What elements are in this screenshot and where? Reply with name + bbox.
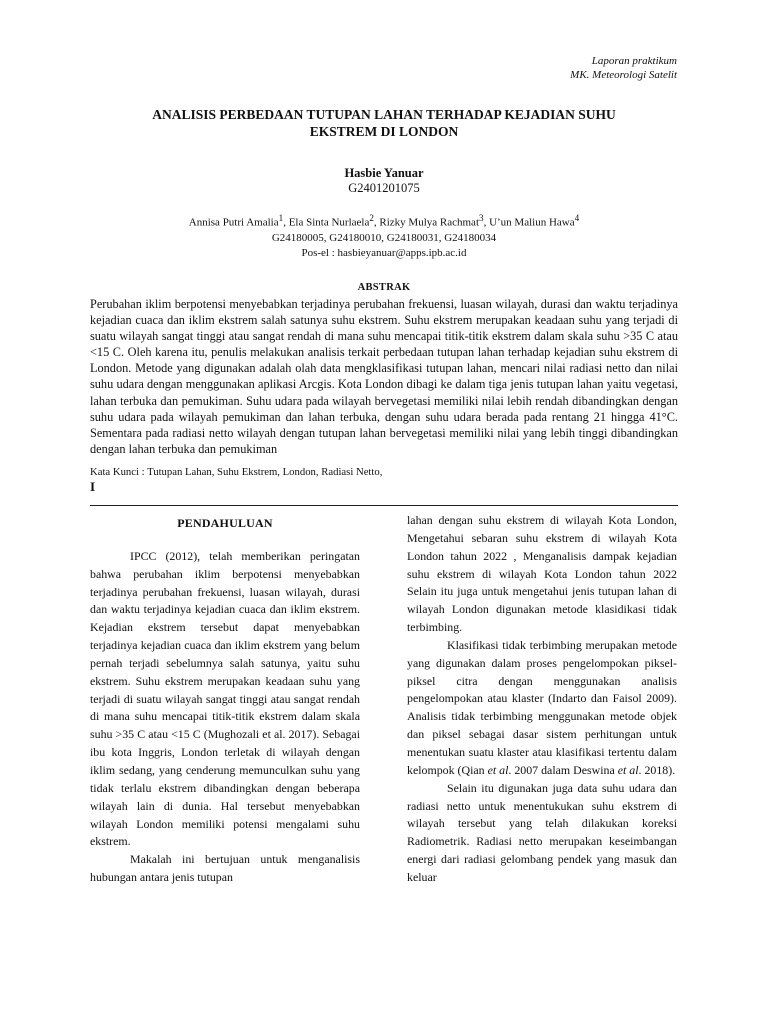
author-id: G2401201075 <box>348 181 420 195</box>
title-line-2: EKSTREM DI LONDON <box>309 124 459 139</box>
paragraph-text: . 2018). <box>638 762 676 777</box>
paragraph-text: Klasifikasi tidak terbimbing merupakan metode yang digunakan dalam proses pengelompokan piksel-piksel citra dengan menggunakan analisis pengelompokan atau klaster (Indarto dan Faisol 2009). Analisis tidak terbimbing menggunakan metode objek dan piksel sebagai dasar sistem perhitungan untuk menentukan suatu klaster atau klasifikasi tertentu dalam kelompok (Qian <box>407 637 677 777</box>
coauthor-name: U’un Maliun Hawa <box>489 216 575 229</box>
coauthor-affiliation-mark: 2 <box>369 213 374 223</box>
abstract-heading: ABSTRAK <box>357 282 411 293</box>
title-line-1: ANALISIS PERBEDAAN TUTUPAN LAHAN TERHADAP KEJADIAN SUHU <box>152 107 616 122</box>
stray-character: I <box>90 479 96 494</box>
citation-etal: et al <box>617 762 639 777</box>
coauthor-separator: , <box>373 216 380 229</box>
paragraph-text: . 2007 dalam Deswina <box>508 762 618 777</box>
coauthor-name: Rizky Mulya Rachmat <box>379 216 479 229</box>
coauthor-name: Ela Sinta Nurlaela <box>288 216 370 229</box>
coauthor-separator: , <box>283 216 289 229</box>
coauthor-ids: G24180005, G24180010, G24180031, G24180034 <box>271 231 497 244</box>
right-column <box>407 512 677 887</box>
section-heading: PENDAHULUAN <box>177 516 273 530</box>
coauthor-name: Annisa Putri Amalia <box>188 216 279 229</box>
coauthor-affiliation-mark: 3 <box>479 213 484 223</box>
section-divider <box>90 505 678 506</box>
contact-email: Pos-el : hasbieyanuar@apps.ipb.ac.id <box>301 246 467 259</box>
header-line-2: MK. Meteorologi Satelit <box>570 69 677 81</box>
keywords: Kata Kunci : Tutupan Lahan, Suhu Ekstrem, London, Radiasi Netto, <box>90 466 383 478</box>
paragraph: lahan dengan suhu ekstrem di wilayah Kota London, Mengetahui sebaran suhu ekstrem di wilayah Kota London tahun 2022 , Menganalisis dampak kejadian suhu ekstrem di wilayah Kota London tahun 2022 Selain itu juga untuk mengetahui jenis tutupan lahan di wilayah London digunakan metode klasidikasi tidak terbimbing. <box>407 513 677 635</box>
coauthor-affiliation-mark: 4 <box>574 213 580 223</box>
coauthor-names <box>90 211 678 231</box>
left-column <box>90 516 360 887</box>
header-line-1: Laporan praktikum <box>591 55 677 67</box>
paragraph <box>407 637 677 780</box>
coauthor-affiliation-mark: 1 <box>278 213 284 223</box>
coauthor-separator: , <box>483 216 490 229</box>
citation-etal: et al <box>487 762 509 777</box>
author-name: Hasbie Yanuar <box>344 166 424 180</box>
paragraph: Makalah ini bertujuan untuk menganalisis hubungan antara jenis tutupan <box>90 852 360 885</box>
coauthors-block <box>90 211 678 261</box>
abstract-text: Perubahan iklim berpotensi menyebabkan terjadinya perubahan frekuensi, luasan wilayah, durasi dan waktu terjadinya kejadian cuaca dan iklim ekstrem salah satunya suhu ekstrem. Suhu ekstrem merupakan keadaan suhu yang terjadi di suatu wilayah sangat tinggi atau sangat rendah di mana suhu mencapai titik-titik ekstrem dalam skala suhu >35 C atau <15 C. Oleh karena itu, penulis melakukan analisis terkait perbedaan tutupan lahan terhadap kejadian suhu ekstrem di London. Metode yang digunakan adalah olah data mengklasifikasi tutupan lahan, mencari nilai radiasi netto dan nilai suhu udara dengan menggunakan aplikasi Arcgis. Kota London dibagi ke dalam tiga jenis tutupan lahan yaitu vegetasi, lahan terbuka dan pemukiman. Suhu udara pada wilayah bervegetasi memiliki nilai lebih rendah dibandingkan dengan suhu udara pada wilayah pemukiman dan lahan terbuka, dengan suhu udara berada pada rentang 21 hingga 41°C. Sementara pada radiasi netto wilayah dengan tutupan lahan bervegetasi memiliki nilai yang lebih tinggi dibandingkan dengan lahan terbuka dan pemukiman <box>90 297 678 456</box>
paragraph: IPCC (2012), telah memberikan peringatan bahwa perubahan iklim berpotensi menyebabkan terjadinya perubahan frekuensi, luasan wilayah, durasi dan waktu terjadinya kejadian cuaca dan iklim ekstrem. Kejadian ekstrem tersebut dapat menyebabkan terjadinya kejadian cuaca dan iklim ekstrem yang belum pernah terjadi sebelumnya salah satunya, yaitu suhu ekstrem. Suhu ekstrem merupakan keadaan suhu yang terjadi di suatu wilayah sangat tinggi atau sangat rendah di mana suhu mencapai titik-titik ekstrem dalam skala suhu >35 C atau <15 C (Mughozali et al. 2017). Sebagai ibu kota Inggris, London terletak di wilayah dengan iklim sedang, yang cenderung memunculkan suhu yang tidak terlalu ekstrem dibandingkan dengan beberapa wilayah lain di dunia. Hal tersebut menyebabkan wilayah London memiliki potensi mengalami suhu ekstrem. <box>90 548 360 849</box>
author-block <box>90 166 678 196</box>
header-note <box>377 54 677 82</box>
paper-title <box>90 106 678 140</box>
paragraph: Selain itu digunakan juga data suhu udara dan radiasi netto untuk menentukukan suhu ekstrem di wilayah tersebut yang telah dilakukan koreksi Radiometrik. Radiasi netto merupakan keseimbangan energi dari radiasi gelombang pendek yang masuk dan keluar <box>407 780 677 884</box>
